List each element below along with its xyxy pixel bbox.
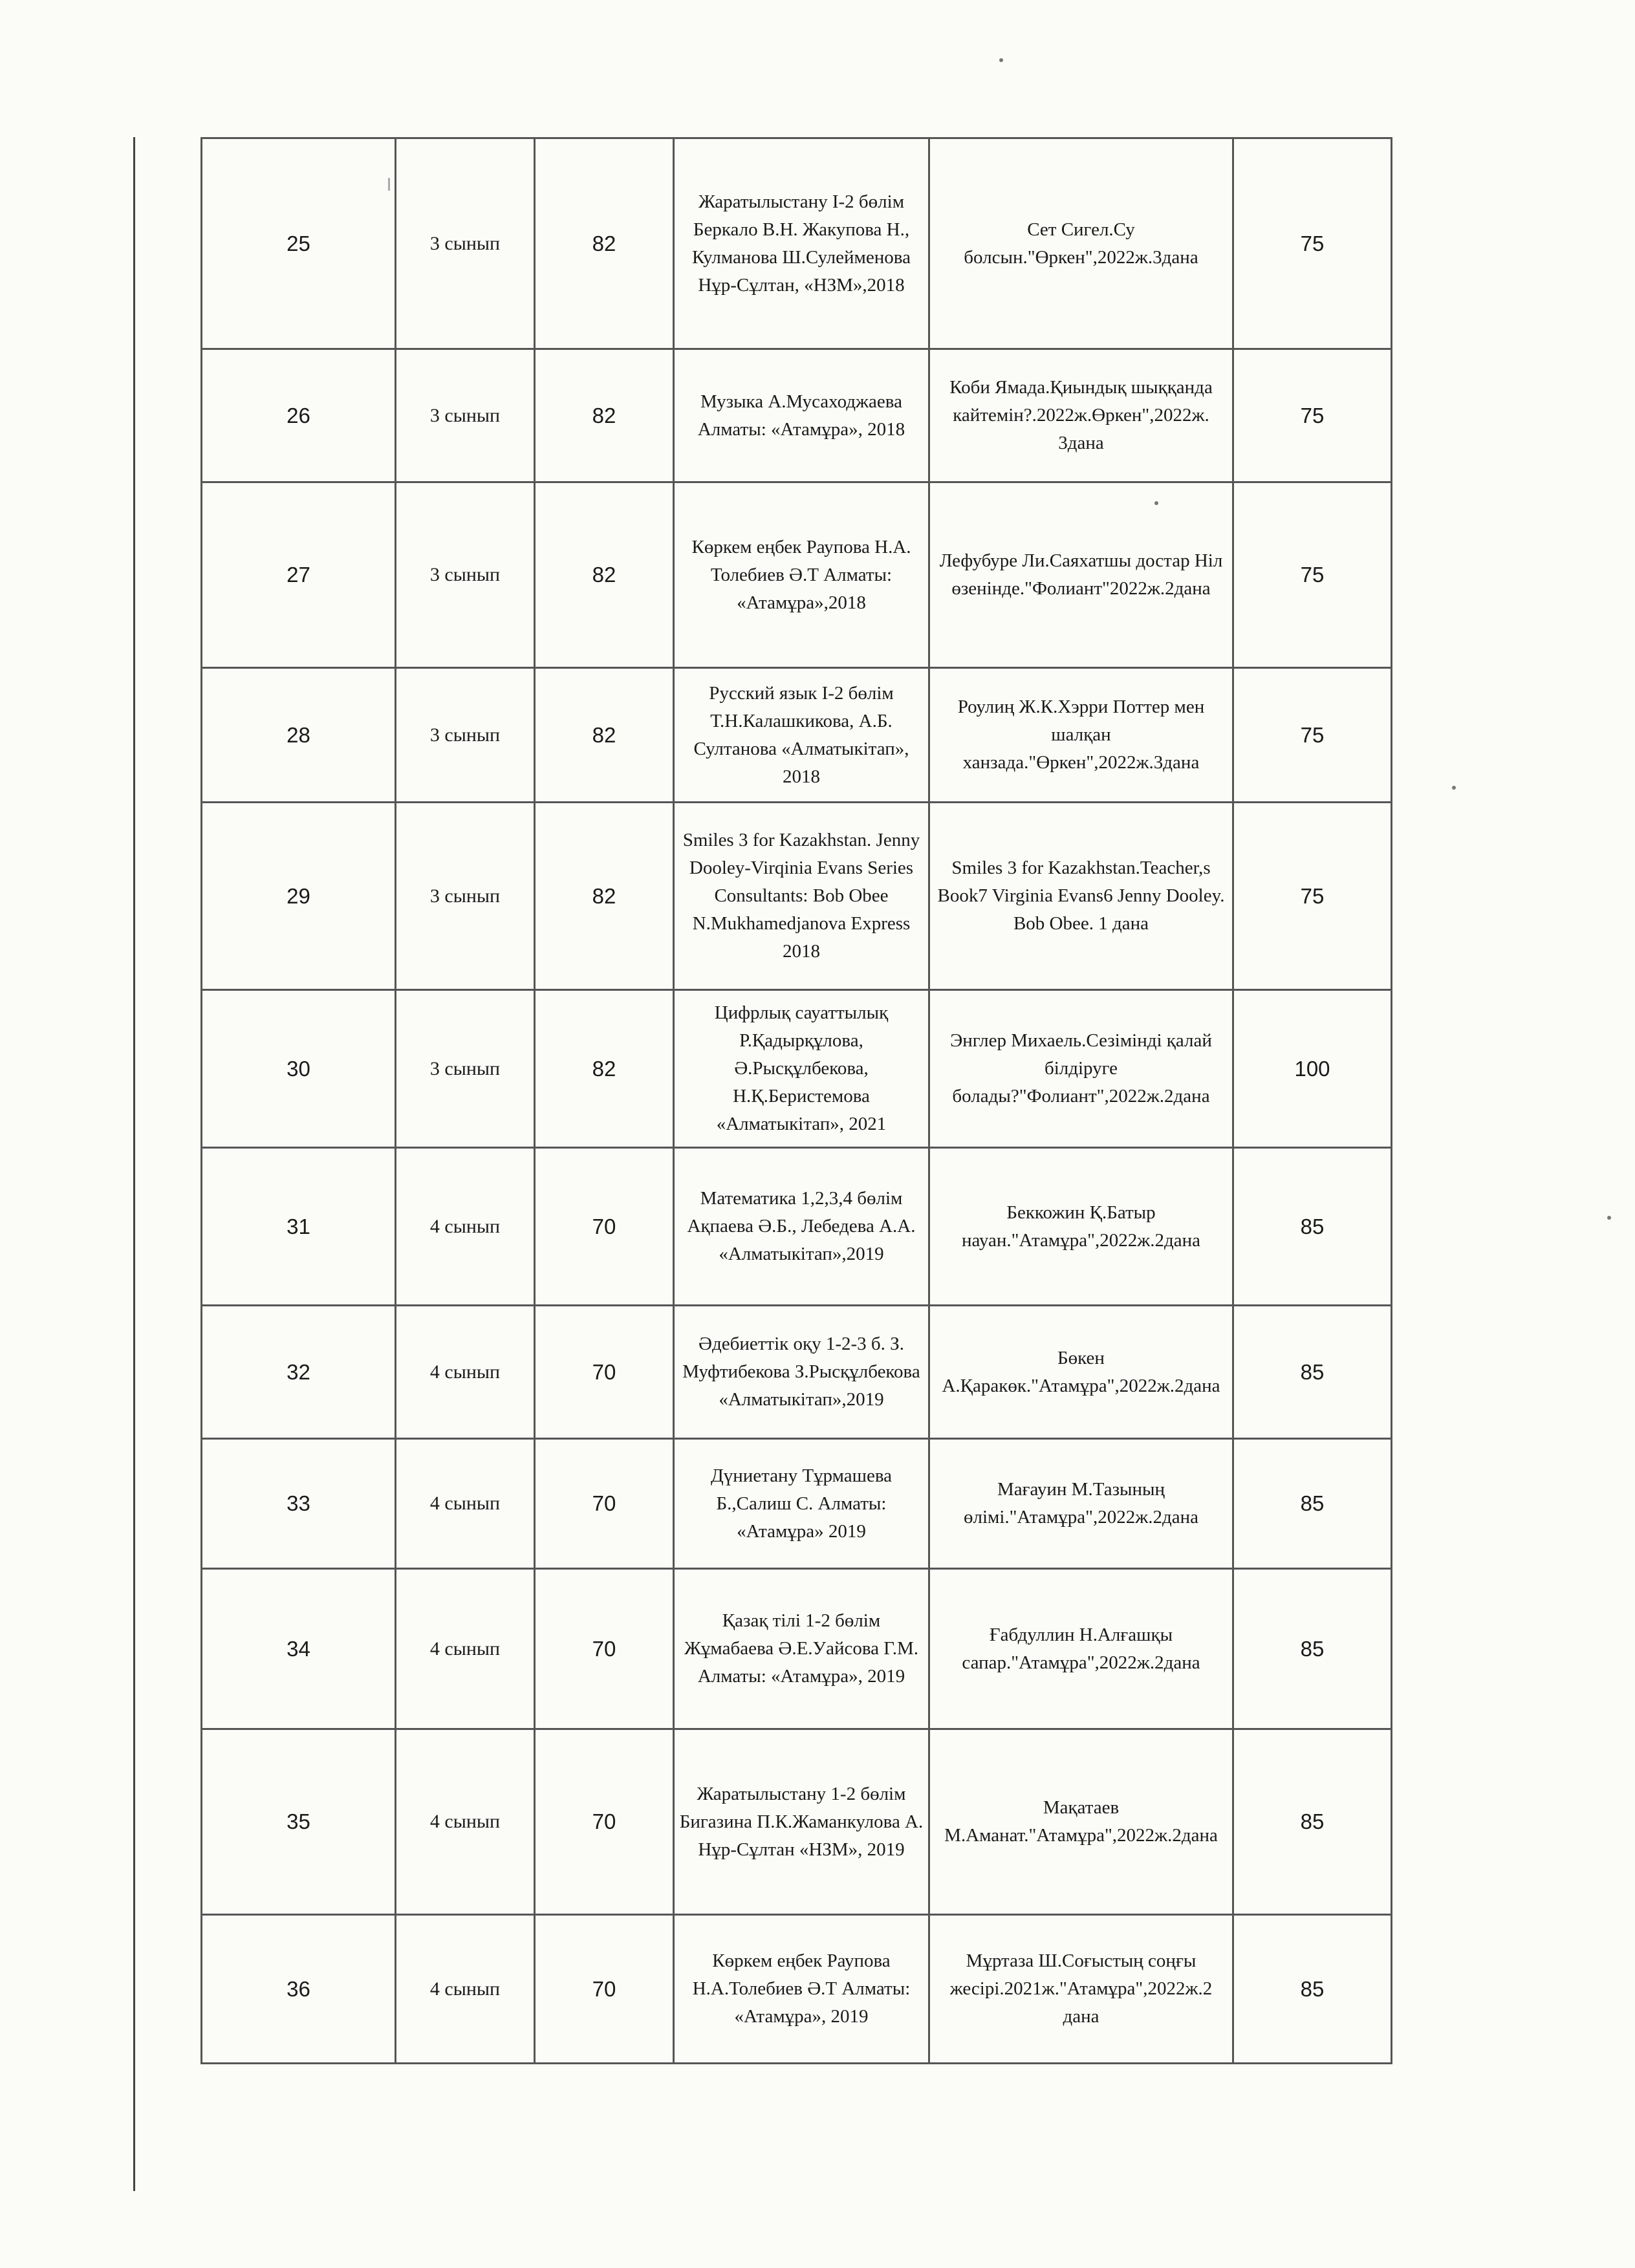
- row-number: 28: [202, 668, 396, 803]
- textbook-cell: Жаратылыстану І-2 бөлім Беркало В.Н. Жакупова Н., Кулманова Ш.Сулейменова Нұр-Сұлтан, «НЗМ»,2018: [674, 138, 929, 349]
- fiction-book-cell: Мақатаев М.Аманат."Атамұра",2022ж.2дана: [929, 1729, 1233, 1915]
- fiction-book-cell: Коби Ямада.Қиындық шыққанда кайтемін?.2022ж.Өркен",2022ж. 3дана: [929, 349, 1233, 482]
- table-row: [202, 803, 1392, 990]
- percent-cell: 85: [1233, 1915, 1392, 2064]
- row-number: 25: [202, 138, 396, 349]
- textbook-cell: Көркем еңбек Раупова Н.А. Толебиев Ә.Т Алматы: «Атамұра»,2018: [674, 482, 929, 668]
- student-count-cell: 82: [535, 803, 674, 990]
- fiction-book-cell: Лефубуре Ли.Саяхатшы достар Ніл өзенінде."Фолиант"2022ж.2дана: [929, 482, 1233, 668]
- percent-cell: 85: [1233, 1148, 1392, 1306]
- student-count-cell: 70: [535, 1306, 674, 1439]
- fiction-book-cell: Сет Сигел.Су болсын."Өркен",2022ж.3дана: [929, 138, 1233, 349]
- student-count-cell: 70: [535, 1569, 674, 1729]
- grade-cell: 4 сынып: [396, 1439, 535, 1569]
- fiction-book-cell: Беккожин Қ.Батыр науан."Атамұра",2022ж.2дана: [929, 1148, 1233, 1306]
- grade-cell: 4 сынып: [396, 1915, 535, 2064]
- percent-cell: 75: [1233, 668, 1392, 803]
- fiction-book-cell: Энглер Михаель.Сезімінді қалай білдіруге болады?"Фолиант",2022ж.2дана: [929, 990, 1233, 1148]
- row-number: 35: [202, 1729, 396, 1915]
- fiction-book-cell: Smiles 3 for Kazakhstan.Teacher,s Book7 Virginia Evans6 Jenny Dooley. Bob Obee. 1 дана: [929, 803, 1233, 990]
- row-number: 34: [202, 1569, 396, 1729]
- textbook-cell: Математика 1,2,3,4 бөлім Ақпаева Ә.Б., Лебедева А.А. «Алматыкітап»,2019: [674, 1148, 929, 1306]
- fiction-book-cell: Мұртаза Ш.Соғыстың соңғы жесірі.2021ж."Атамұра",2022ж.2 дана: [929, 1915, 1233, 2064]
- row-number: 32: [202, 1306, 396, 1439]
- grade-cell: 3 сынып: [396, 803, 535, 990]
- textbook-cell: Көркем еңбек Раупова Н.А.Толебиев Ә.Т Алматы: «Атамұра», 2019: [674, 1915, 929, 2064]
- fiction-book-cell: Мағауин М.Тазының өлімі."Атамұра",2022ж.2дана: [929, 1439, 1233, 1569]
- scan-speck: [1154, 501, 1158, 505]
- textbook-cell: Музыка А.Мусаходжаева Алматы: «Атамұра», 2018: [674, 349, 929, 482]
- fiction-book-cell: Роулиң Ж.К.Хэрри Поттер мен шалқан ханзада."Өркен",2022ж.3дана: [929, 668, 1233, 803]
- student-count-cell: 82: [535, 349, 674, 482]
- grade-cell: 3 сынып: [396, 990, 535, 1148]
- student-count-cell: 82: [535, 138, 674, 349]
- fiction-book-cell: Бөкен А.Қаракөк."Атамұра",2022ж.2дана: [929, 1306, 1233, 1439]
- scan-speck: [1452, 786, 1456, 790]
- student-count-cell: 82: [535, 482, 674, 668]
- scan-speck: [388, 178, 390, 191]
- table-row: [202, 1306, 1392, 1439]
- grade-cell: 3 сынып: [396, 668, 535, 803]
- left-margin-rule: [133, 137, 135, 2191]
- student-count-cell: 70: [535, 1915, 674, 2064]
- table-row: [202, 482, 1392, 668]
- student-count-cell: 82: [535, 668, 674, 803]
- percent-cell: 75: [1233, 138, 1392, 349]
- student-count-cell: 70: [535, 1729, 674, 1915]
- percent-cell: 85: [1233, 1306, 1392, 1439]
- table-row: [202, 1729, 1392, 1915]
- textbook-cell: Цифрлық сауаттылық Р.Қадырқұлова, Ә.Рысқұлбекова, Н.Қ.Беристемова «Алматыкітап», 2021: [674, 990, 929, 1148]
- fiction-book-cell: Ғабдуллин Н.Алғашқы сапар."Атамұра",2022ж.2дана: [929, 1569, 1233, 1729]
- table-row: [202, 668, 1392, 803]
- student-count-cell: 70: [535, 1148, 674, 1306]
- textbook-cell: Қазақ тілі 1-2 бөлім Жұмабаева Ә.Е.Уайсова Г.М. Алматы: «Атамұра», 2019: [674, 1569, 929, 1729]
- grade-cell: 3 сынып: [396, 138, 535, 349]
- textbook-table: [200, 137, 1392, 2064]
- table-row: [202, 1569, 1392, 1729]
- row-number: 33: [202, 1439, 396, 1569]
- textbook-cell: Дүниетану Тұрмашева Б.,Салиш С. Алматы: «Атамұра» 2019: [674, 1439, 929, 1569]
- row-number: 30: [202, 990, 396, 1148]
- textbook-cell: Smiles 3 for Kazakhstan. Jenny Dooley-Virqinia Evans Series Consultants: Bob Obee N.Mukhamedjanova Express 2018: [674, 803, 929, 990]
- grade-cell: 4 сынып: [396, 1569, 535, 1729]
- row-number: 36: [202, 1915, 396, 2064]
- student-count-cell: 82: [535, 990, 674, 1148]
- grade-cell: 3 сынып: [396, 349, 535, 482]
- textbook-cell: Русский язык І-2 бөлім Т.Н.Калашкикова, А.Б. Султанова «Алматыкітап», 2018: [674, 668, 929, 803]
- percent-cell: 75: [1233, 349, 1392, 482]
- row-number: 29: [202, 803, 396, 990]
- table-row: [202, 349, 1392, 482]
- percent-cell: 85: [1233, 1729, 1392, 1915]
- textbook-cell: Әдебиеттік оқу 1-2-3 б. З. Муфтибекова З.Рысқұлбекова «Алматыкітап»,2019: [674, 1306, 929, 1439]
- grade-cell: 4 сынып: [396, 1729, 535, 1915]
- scan-speck: [999, 58, 1003, 62]
- grade-cell: 4 сынып: [396, 1148, 535, 1306]
- percent-cell: 75: [1233, 482, 1392, 668]
- row-number: 26: [202, 349, 396, 482]
- row-number: 31: [202, 1148, 396, 1306]
- table-row: [202, 990, 1392, 1148]
- percent-cell: 85: [1233, 1439, 1392, 1569]
- row-number: 27: [202, 482, 396, 668]
- table-row: [202, 1915, 1392, 2064]
- percent-cell: 85: [1233, 1569, 1392, 1729]
- percent-cell: 100: [1233, 990, 1392, 1148]
- student-count-cell: 70: [535, 1439, 674, 1569]
- percent-cell: 75: [1233, 803, 1392, 990]
- textbook-cell: Жаратылыстану 1-2 бөлім Бигазина П.К.Жаманкулова А. Нұр-Сұлтан «НЗМ», 2019: [674, 1729, 929, 1915]
- table-row: [202, 138, 1392, 349]
- table-row: [202, 1148, 1392, 1306]
- grade-cell: 3 сынып: [396, 482, 535, 668]
- table-row: [202, 1439, 1392, 1569]
- scan-speck: [1607, 1216, 1611, 1220]
- grade-cell: 4 сынып: [396, 1306, 535, 1439]
